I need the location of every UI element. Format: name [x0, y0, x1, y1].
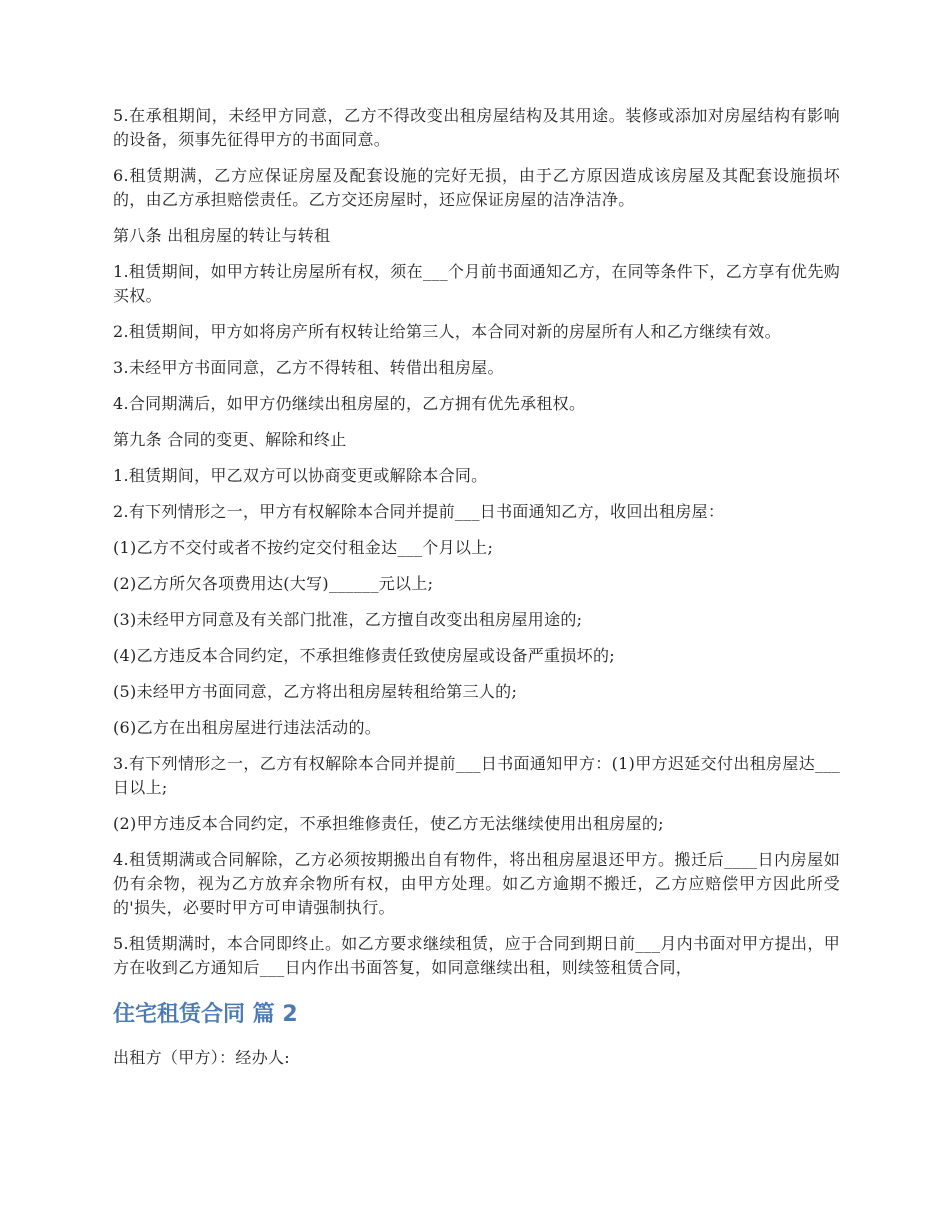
article-8-item-4: 4.合同期满后，如甲方仍继续出租房屋的，乙方拥有优先承租权。 — [113, 394, 586, 413]
clause-5-structure: 5.在承租期间，未经甲方同意，乙方不得改变出租房屋结构及其用途。装修或添加对房屋结构有影响的设备，须事先征得甲方的书面同意。 — [113, 106, 840, 149]
sub-item-5: (5)未经甲方书面同意，乙方将出租房屋转租给第三人的; — [113, 682, 518, 701]
lessor-line: 出租方（甲方）：经办人: — [113, 1048, 290, 1067]
sub-item-3: (3)未经甲方同意及有关部门批准，乙方擅自改变出租房屋用途的; — [113, 610, 583, 629]
article-8-item-1: 1.租赁期间，如甲方转让房屋所有权，须在___个月前书面通知乙方，在同等条件下，乙方享有优先购买权。 — [113, 262, 840, 305]
sub-item-2: (2)乙方所欠各项费用达(大写)______元以上; — [113, 574, 434, 593]
article-9-heading: 第九条 合同的变更、解除和终止 — [113, 430, 347, 449]
document-page — [113, 104, 840, 1082]
sub-item-1: (1)乙方不交付或者不按约定交付租金达___个月以上; — [113, 538, 494, 557]
sub-item-6: (6)乙方在出租房屋进行违法活动的。 — [113, 718, 382, 737]
article-9-item-3-sub-2: (2)甲方违反本合同约定，不承担维修责任，使乙方无法继续使用出租房屋的; — [113, 814, 664, 833]
clause-6-lease-end: 6.租赁期满，乙方应保证房屋及配套设施的完好无损，由于乙方原因造成该房屋及其配套设施损坏的，由乙方承担赔偿责任。乙方交还房屋时，还应保证房屋的洁净洁净。 — [113, 166, 840, 209]
article-9-item-2: 2.有下列情形之一，甲方有权解除本合同并提前___日书面通知乙方，收回出租房屋： — [113, 502, 725, 521]
article-9-item-3: 3.有下列情形之一，乙方有权解除本合同并提前___日书面通知甲方：(1)甲方迟延交付出租房屋达___日以上; — [113, 754, 840, 797]
sub-item-4: (4)乙方违反本合同约定，不承担维修责任致使房屋或设备严重损坏的; — [113, 646, 615, 665]
article-8-item-2: 2.租赁期间，甲方如将房产所有权转让给第三人，本合同对新的房屋所有人和乙方继续有效。 — [113, 322, 781, 341]
article-9-item-1: 1.租赁期间，甲乙双方可以协商变更或解除本合同。 — [113, 466, 488, 485]
article-9-item-5: 5.租赁期满时，本合同即终止。如乙方要求继续租赁，应于合同到期日前___月内书面对甲方提出，甲方在收到乙方通知后___日内作出书面答复，如同意继续出租，则续签租赁合同， — [113, 934, 840, 977]
article-title: 住宅租赁合同 篇 2 — [113, 1002, 298, 1027]
article-8-heading: 第八条 出租房屋的转让与转租 — [113, 226, 331, 245]
article-8-item-3: 3.未经甲方书面同意，乙方不得转租、转借出租房屋。 — [113, 358, 504, 377]
article-9-item-4: 4.租赁期满或合同解除，乙方必须按期搬出自有物件，将出租房屋退还甲方。搬迁后____日内房屋如仍有余物，视为乙方放弃余物所有权，由甲方处理。如乙方逾期不搬迁，乙方应赔偿甲方因此所受的'损失，必要时甲方可申请强制执行。 — [113, 850, 840, 917]
